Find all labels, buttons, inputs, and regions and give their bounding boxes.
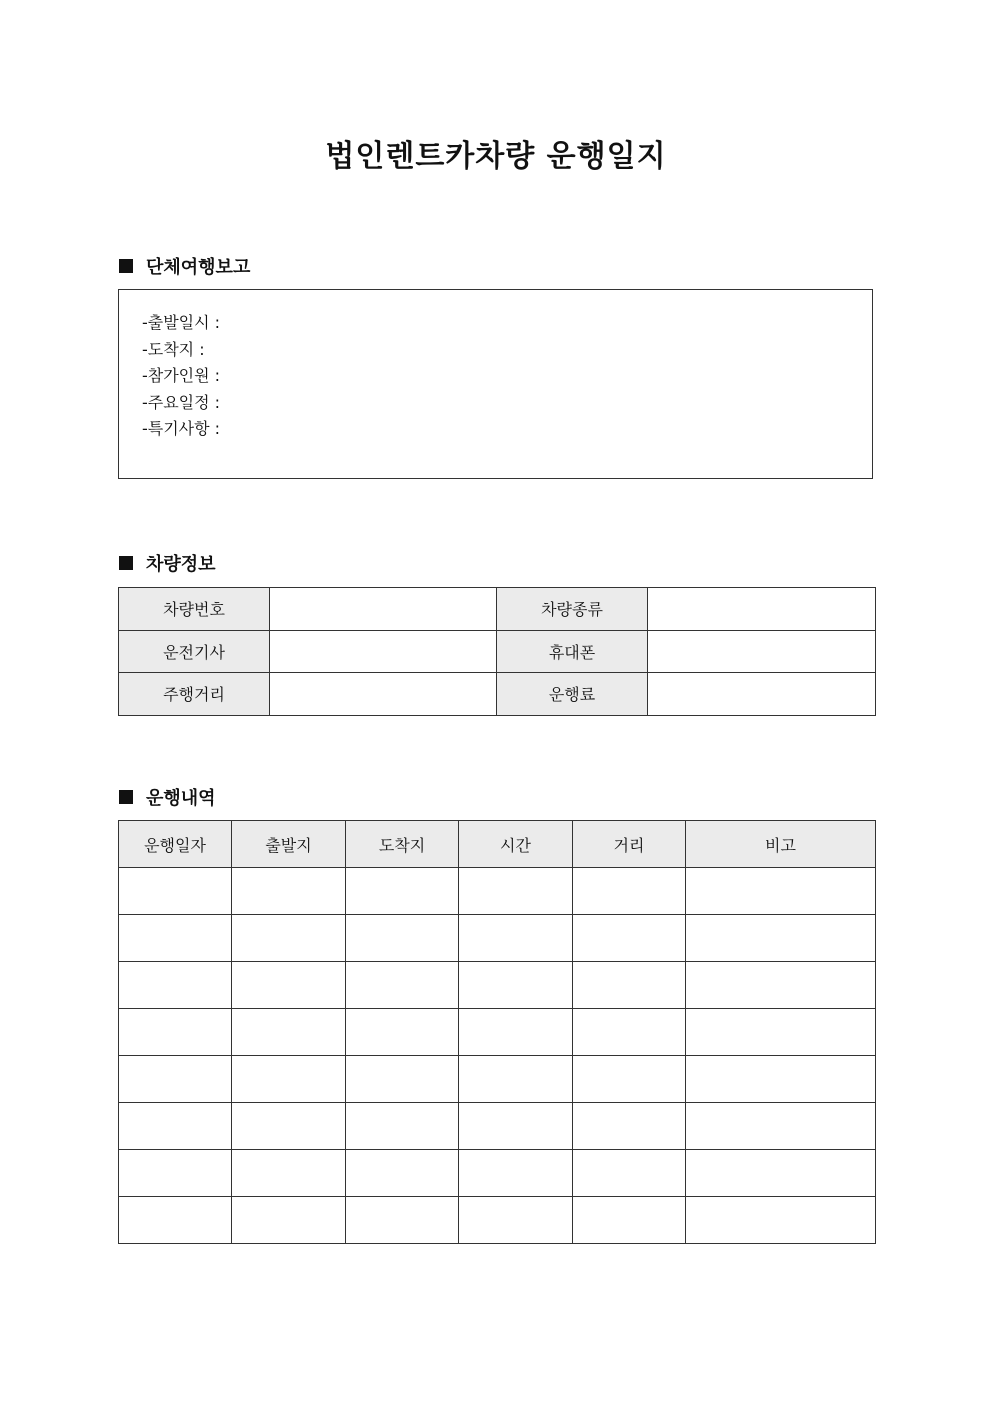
cell-time[interactable]: [459, 915, 573, 962]
cell-date[interactable]: [119, 868, 232, 915]
cell-distance[interactable]: [573, 962, 686, 1009]
cell-date[interactable]: [119, 915, 232, 962]
cell-remarks[interactable]: [686, 1009, 876, 1056]
label-fare: 운행료: [497, 673, 648, 716]
cell-remarks[interactable]: [686, 1197, 876, 1244]
black-square-icon: [119, 556, 133, 570]
trip-log-table: [118, 820, 876, 1244]
cell-distance[interactable]: [573, 1103, 686, 1150]
table-row: [119, 868, 876, 915]
cell-destination[interactable]: [346, 915, 459, 962]
cell-distance[interactable]: [573, 915, 686, 962]
table-row: [119, 673, 876, 716]
field-special-notes[interactable]: -특기사항 :: [142, 419, 221, 438]
column-header-date: 운행일자: [119, 821, 232, 868]
cell-time[interactable]: [459, 1197, 573, 1244]
field-participants[interactable]: -참가인원 :: [142, 366, 221, 385]
column-header-destination: 도착지: [346, 821, 459, 868]
cell-date[interactable]: [119, 1197, 232, 1244]
label-vehicle-type: 차량종류: [497, 588, 648, 631]
cell-destination[interactable]: [346, 1197, 459, 1244]
label-mobile-phone: 휴대폰: [497, 630, 648, 673]
cell-date[interactable]: [119, 962, 232, 1009]
cell-departure[interactable]: [232, 915, 346, 962]
section-heading-label: 차량정보: [146, 554, 216, 575]
cell-distance[interactable]: [573, 1150, 686, 1197]
table-row: [119, 1150, 876, 1197]
cell-time[interactable]: [459, 1056, 573, 1103]
field-main-schedule[interactable]: -주요일정 :: [142, 392, 221, 412]
field-departure-datetime[interactable]: -출발일시 :: [142, 313, 221, 332]
cell-destination[interactable]: [346, 1056, 459, 1103]
value-vehicle-type[interactable]: [648, 588, 876, 631]
document-title: 법인렌트카차량 운행일지: [325, 139, 667, 174]
cell-destination[interactable]: [346, 868, 459, 915]
section-heading-vehicle-info: [119, 550, 216, 576]
cell-time[interactable]: [459, 1150, 573, 1197]
cell-remarks[interactable]: [686, 1056, 876, 1103]
value-fare[interactable]: [648, 673, 876, 716]
cell-destination[interactable]: [346, 1150, 459, 1197]
trip-log-body: [119, 868, 876, 1244]
cell-date[interactable]: [119, 1009, 232, 1056]
cell-destination[interactable]: [346, 1009, 459, 1056]
section-heading-label: 운행내역: [146, 788, 216, 809]
table-row: [119, 1103, 876, 1150]
cell-time[interactable]: [459, 1103, 573, 1150]
section-heading-label: 단체여행보고: [146, 257, 251, 278]
cell-time[interactable]: [459, 1009, 573, 1056]
table-row: [119, 1009, 876, 1056]
section-heading-group-trip: [119, 253, 250, 279]
cell-distance[interactable]: [573, 1197, 686, 1244]
column-header-departure: 출발지: [232, 821, 346, 868]
cell-date[interactable]: [119, 1103, 232, 1150]
cell-date[interactable]: [119, 1056, 232, 1103]
black-square-icon: [119, 259, 133, 273]
label-driver: 운전기사: [119, 630, 270, 673]
cell-time[interactable]: [459, 868, 573, 915]
table-row: [119, 630, 876, 673]
cell-date[interactable]: [119, 1150, 232, 1197]
black-square-icon: [119, 790, 133, 804]
group-trip-report-box: [118, 289, 873, 479]
value-mobile-phone[interactable]: [648, 630, 876, 673]
table-header-row: [119, 821, 876, 868]
value-driver[interactable]: [270, 630, 497, 673]
cell-remarks[interactable]: [686, 915, 876, 962]
cell-remarks[interactable]: [686, 1150, 876, 1197]
cell-time[interactable]: [459, 962, 573, 1009]
table-row: [119, 1056, 876, 1103]
cell-departure[interactable]: [232, 1009, 346, 1056]
value-mileage[interactable]: [270, 673, 497, 716]
cell-remarks[interactable]: [686, 962, 876, 1009]
cell-destination[interactable]: [346, 962, 459, 1009]
cell-departure[interactable]: [232, 1197, 346, 1244]
cell-remarks[interactable]: [686, 868, 876, 915]
column-header-time: 시간: [459, 821, 573, 868]
cell-remarks[interactable]: [686, 1103, 876, 1150]
cell-departure[interactable]: [232, 1103, 346, 1150]
cell-departure[interactable]: [232, 1056, 346, 1103]
column-header-remarks: 비고: [686, 821, 876, 868]
cell-departure[interactable]: [232, 1150, 346, 1197]
label-vehicle-number: 차량번호: [119, 588, 270, 631]
table-row: [119, 1197, 876, 1244]
field-destination[interactable]: -도착지 :: [142, 339, 205, 359]
cell-destination[interactable]: [346, 1103, 459, 1150]
cell-departure[interactable]: [232, 868, 346, 915]
table-row: [119, 588, 876, 631]
cell-departure[interactable]: [232, 962, 346, 1009]
value-vehicle-number[interactable]: [270, 588, 497, 631]
cell-distance[interactable]: [573, 868, 686, 915]
vehicle-info-table: [118, 587, 876, 716]
column-header-distance: 거리: [573, 821, 686, 868]
table-row: [119, 962, 876, 1009]
cell-distance[interactable]: [573, 1056, 686, 1103]
table-row: [119, 915, 876, 962]
cell-distance[interactable]: [573, 1009, 686, 1056]
label-mileage: 주행거리: [119, 673, 270, 716]
section-heading-trip-log: [119, 784, 216, 810]
